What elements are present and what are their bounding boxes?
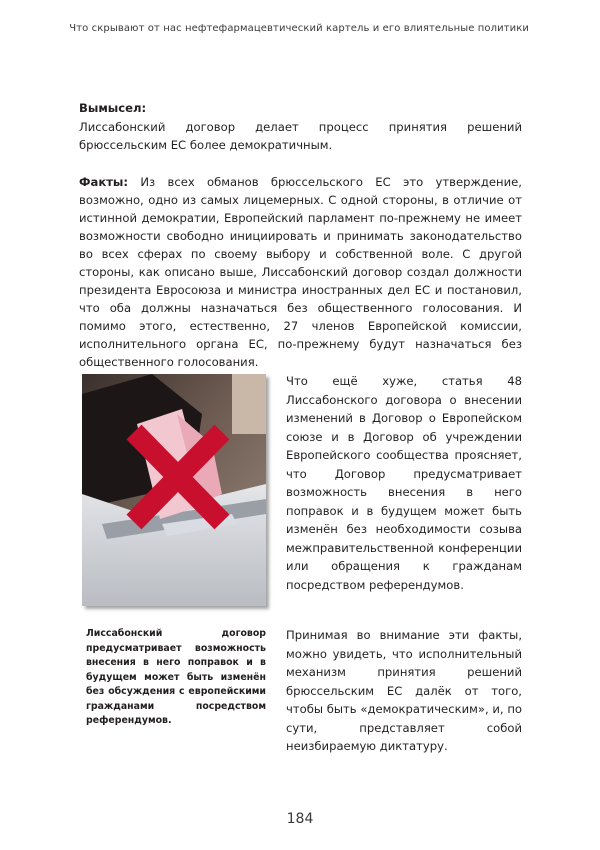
column-paragraph-1: Что ещё хуже, статья 48 Лиссабонского договора о внесении изменений в Договор о Европейском союзе и в Договор об учреждении Европейского сообщества проясняет, что Договор предусматривает возможность внесения в него поправок и в будущем может быть изменён без необходимости созыва межправительственной конференции или обращения к гражданам посредством референдумов. xyxy=(286,374,522,592)
running-header: Что скрывают от нас нефтефармацевтический картель и его влиятельные политики xyxy=(69,23,529,34)
column-paragraph-2: Принимая во внимание эти факты, можно увидеть, что исполнительный механизм принятия решений брюссельским ЕС далёк от того, чтобы быть «демократическим», и, по сути, представляет собой неизбираемую диктатуру. xyxy=(286,628,522,753)
page-number: 184 xyxy=(286,811,314,827)
ballot-box-photo xyxy=(82,374,266,606)
facts-paragraph xyxy=(79,173,522,371)
figure-caption: Лиссабонский договор предусматривает возможность внесения в него поправок и в будущем может быть изменён без обсуждения с европейскими гражданами посредством референдумов. xyxy=(86,628,266,726)
facts-text: Из всех обманов брюссельского ЕС это утверждение, возможно, одно из самых лицемерных. С одной стороны, в отличие от истинной демократии, Европейский парламент по-прежнему не имеет возможности свободно инициировать и принимать законодательство во всех сферах по своему выбору и собственной воле. С другой стороны, как описано выше, Лиссабонский договор создал должности президента Евросоюза и министра иностранных дел ЕС и постановил, что оба должны назначаться без общественного голосования. И помимо этого, естественно, 27 членов Европейской комиссии, исполнительного органа ЕС, по-прежнему будут назначаться без общественного голосования. xyxy=(79,175,522,369)
facts-label: Факты: xyxy=(79,175,129,189)
myth-text: Лиссабонский договор делает процесс принятия решений брюссельским ЕС более демократичным. xyxy=(79,120,522,152)
myth-heading: Вымысел: xyxy=(79,101,147,115)
